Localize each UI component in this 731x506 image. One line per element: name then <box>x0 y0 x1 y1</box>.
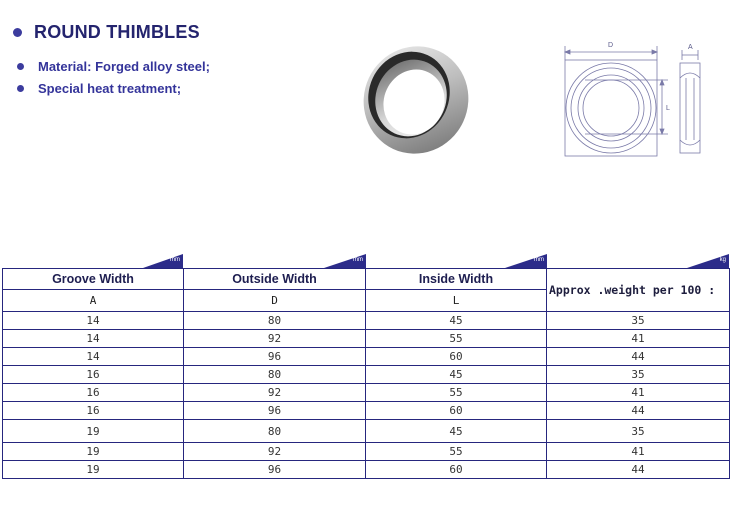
table-row <box>3 348 730 366</box>
unit-label: mm <box>353 257 363 263</box>
cell-inside: 55 <box>366 384 547 402</box>
cell-weight: 35 <box>547 312 730 330</box>
header-groove-width: Groove Width <box>3 269 184 290</box>
cell-outside: 96 <box>184 402 366 420</box>
cell-weight: 44 <box>547 348 730 366</box>
unit-tab-outside <box>324 254 366 268</box>
thimble-ring-image <box>354 42 474 157</box>
page-title: ROUND THIMBLES <box>34 22 200 42</box>
unit-label: mm <box>170 257 180 263</box>
label-a: A <box>688 44 693 51</box>
header-outside-width: Outside Width <box>184 269 366 290</box>
cell-weight: 35 <box>547 420 730 443</box>
cell-groove: 14 <box>3 312 184 330</box>
table-row <box>3 443 730 461</box>
cell-weight: 44 <box>547 402 730 420</box>
cell-inside: 60 <box>366 402 547 420</box>
header-inside-width: Inside Width <box>366 269 547 290</box>
cell-outside: 92 <box>184 330 366 348</box>
table-row <box>3 420 730 443</box>
cell-outside: 80 <box>184 312 366 330</box>
cell-groove: 19 <box>3 443 184 461</box>
cell-inside: 60 <box>366 461 547 479</box>
bullet-dot-icon <box>13 28 22 37</box>
feature-bullet-heat <box>17 81 181 96</box>
feature-text: Special heat treatment; <box>38 81 182 96</box>
cell-groove: 16 <box>3 384 184 402</box>
cell-inside: 60 <box>366 348 547 366</box>
cell-outside: 96 <box>184 348 366 366</box>
table-row <box>3 384 730 402</box>
table-row <box>3 461 730 479</box>
cell-groove: 19 <box>3 420 184 443</box>
table-row <box>3 312 730 330</box>
bullet-dot-icon <box>17 63 24 70</box>
cell-outside: 80 <box>184 366 366 384</box>
unit-label: kg <box>719 257 726 263</box>
cell-groove: 16 <box>3 402 184 420</box>
cell-groove: 14 <box>3 330 184 348</box>
unit-tab-groove <box>143 254 183 268</box>
cell-outside: 96 <box>184 461 366 479</box>
cell-groove: 14 <box>3 348 184 366</box>
unit-label: mm <box>534 257 544 263</box>
cell-inside: 45 <box>366 420 547 443</box>
cell-weight: 44 <box>547 461 730 479</box>
technical-drawing <box>560 38 710 173</box>
cell-groove: 19 <box>3 461 184 479</box>
label-d: D <box>608 42 614 49</box>
table-header-row <box>3 269 730 290</box>
table-row <box>3 402 730 420</box>
spec-table <box>2 268 730 479</box>
product-photo <box>354 42 474 162</box>
unit-tab-weight <box>687 254 729 268</box>
title-row <box>13 22 200 43</box>
header-weight: Approx .weight per 100 : <box>547 269 730 312</box>
table-row <box>3 330 730 348</box>
cell-weight: 41 <box>547 330 730 348</box>
bullet-dot-icon <box>17 85 24 92</box>
label-l: L <box>666 105 670 112</box>
table-row <box>3 366 730 384</box>
cell-outside: 92 <box>184 443 366 461</box>
cell-outside: 80 <box>184 420 366 443</box>
cell-inside: 45 <box>366 312 547 330</box>
feature-text: Material: Forged alloy steel; <box>38 59 210 74</box>
cell-outside: 92 <box>184 384 366 402</box>
cell-groove: 16 <box>3 366 184 384</box>
cell-weight: 41 <box>547 443 730 461</box>
cell-inside: 45 <box>366 366 547 384</box>
cell-weight: 35 <box>547 366 730 384</box>
symbol-l: L <box>366 290 547 312</box>
symbol-a: A <box>3 290 184 312</box>
unit-tab-inside <box>505 254 547 268</box>
dimension-diagram <box>560 38 710 168</box>
symbol-d: D <box>184 290 366 312</box>
feature-bullet-material <box>17 59 210 74</box>
cell-weight: 41 <box>547 384 730 402</box>
cell-inside: 55 <box>366 443 547 461</box>
cell-inside: 55 <box>366 330 547 348</box>
